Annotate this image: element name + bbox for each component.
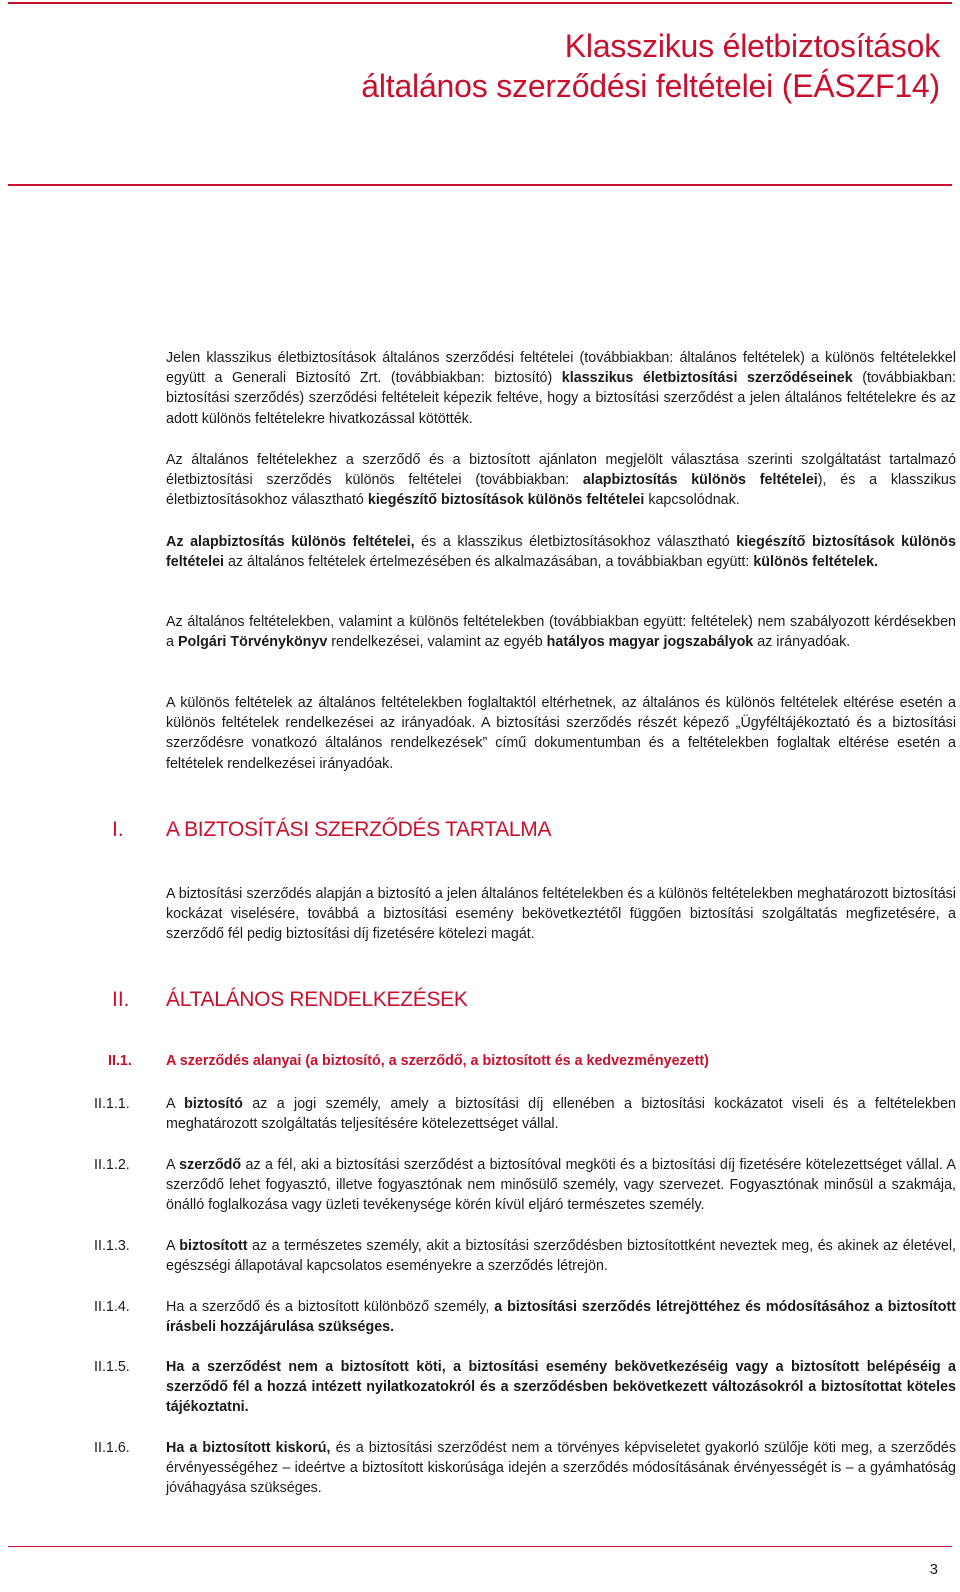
bold-text: Polgári Törvénykönyv bbox=[177, 634, 328, 651]
section-2-title: ÁLTALÁNOS RENDELKEZÉSEK bbox=[166, 988, 468, 1011]
item-number: II.1.2. bbox=[94, 1157, 130, 1173]
intro-paragraph-1: Jelen klasszikus életbiztosítások általános szerződési feltételei (továbbiakban: általános feltételek) a különös feltételekkel együtt a Generali Biztosító Zrt. (továbbiakban: biztosító) klasszikus életbiztosítási szerződéseinek (továbbiakban: biztosítási szerződés) szerződési feltételeit képezik feltéve, hogy a biztosítási szerződést a jelen általános feltételekre és az adott különös feltételekre hivatkozással kötötték. bbox=[166, 350, 956, 427]
item-number: II.1.3. bbox=[94, 1238, 130, 1254]
bold-text: kiegészítő biztosítások különös feltételei bbox=[367, 492, 645, 509]
item-number: II.1.6. bbox=[94, 1440, 130, 1456]
item-text: Ha a szerződő és a biztosított különböző személy, a biztosítási szerződés létrejöttéhez és módosításához a biztosított írásbeli hozzájárulása szükséges. bbox=[166, 1299, 956, 1336]
item-text bbox=[166, 1357, 956, 1418]
item-number: II.1.1. bbox=[94, 1096, 130, 1112]
item-number: II.1.5. bbox=[94, 1359, 130, 1375]
intro-paragraph-3: Az alapbiztosítás különös feltételei, és a klasszikus életbiztosításokhoz választható kiegészítő biztosítások különös feltételei az általános feltételek értelmezésében és alkalmazásában, a továbbiakban együtt: különös feltételek. bbox=[166, 534, 956, 571]
bold-text: Az alapbiztosítás különös feltételei, bbox=[166, 534, 415, 550]
header-rule bbox=[8, 184, 952, 186]
item-text: Ha a biztosított kiskorú, és a biztosítási szerződést nem a törvényes képviseletet gyakorló szülője köti meg, a szerződés érvényességéhez – ideértve a biztosított kiskorúsága idején a szerződés módosításának érvényességét is – a gyámhatóság jóváhagyása szükséges. bbox=[166, 1440, 956, 1497]
bold-text: különös feltételek. bbox=[753, 554, 879, 571]
section-1-title: A BIZTOSÍTÁSI SZERZŐDÉS TARTALMA bbox=[166, 818, 552, 841]
bold-text: alapbiztosítás különös feltételei bbox=[582, 472, 818, 489]
bold-text: klasszikus életbiztosítási szerződéseinek bbox=[561, 370, 853, 387]
bold-text: a biztosítási szerződés létrejöttéhez és módosításához a biztosított írásbeli hozzájárulása szükséges. bbox=[166, 1299, 956, 1336]
bold-text: hatályos magyar jogszabályok bbox=[546, 634, 754, 651]
bold-text: biztosító bbox=[184, 1096, 243, 1112]
title-line-2: általános szerződési feltételei (EÁSZF14) bbox=[361, 68, 940, 104]
item-text: A biztosító az a jogi személy, amely a biztosítási díj ellenében a biztosítási kockázatot viseli és a feltételekben meghatározott szolgáltatás teljesítésére kötelezettséget vállal. bbox=[166, 1096, 956, 1133]
page-number: 3 bbox=[929, 1561, 938, 1578]
bold-text: biztosított bbox=[179, 1238, 248, 1254]
bold-text: kiegészítő biztosítások különös feltételei bbox=[166, 534, 956, 571]
bold-text: Ha a szerződést nem a biztosított köti, a biztosítási esemény bekövetkezéséig vagy a biztosított belépéséig a szerződő fél a hozzá intézett nyilatkozatokról és a szerződésben bekövetkezett változásokról a biztosítottat köteles tájékoztatni. bbox=[166, 1359, 956, 1416]
bold-text: Ha a biztosított kiskorú, bbox=[166, 1440, 331, 1456]
section-1-text: A biztosítási szerződés alapján a biztosító a jelen általános feltételekben és a különös feltételekben meghatározott biztosítási kockázat viselésére, továbbá a biztosítási esemény bekövetkeztétől függően biztosítási szolgáltatás megfizetésére, a szerződő fél pedig biztosítási díj fizetésére kötelezi magát. bbox=[166, 886, 956, 943]
footer-rule bbox=[8, 1546, 952, 1547]
subsection-title: A szerződés alanyai (a biztosító, a szerződő, a biztosított és a kedvezményezett) bbox=[166, 1053, 709, 1069]
intro-paragraph-5: A különös feltételek az általános feltételekben foglaltaktól eltérhetnek, az általános és különös feltételek eltérése esetén a különös feltételek rendelkezései az irányadóak. A biztosítási szerződés részét képező „Ügyféltájékoztató és a biztosítási szerződésre vonatkozó általános rendelkezések” című dokumentumban és a feltételekben foglaltak eltérése esetén a feltételek rendelkezései irányadóak. bbox=[166, 695, 956, 772]
item-text: A biztosított az a természetes személy, akit a biztosítási szerződésben biztosítottként neveztek meg, és akinek az életével, egészségi állapotával kapcsolatos eseményekre a szerződés létrejön. bbox=[166, 1238, 956, 1275]
intro-paragraph-4: Az általános feltételekben, valamint a különös feltételekben (továbbiakban együtt: feltételek) nem szabályozott kérdésekben a Polgári Törvénykönyv rendelkezései, valamint az egyéb hatályos magyar jogszabályok az irányadóak. bbox=[166, 614, 956, 651]
subsection-number: II.1. bbox=[108, 1053, 132, 1069]
document-title bbox=[361, 26, 940, 106]
section-2-number: II. bbox=[112, 988, 130, 1011]
item-text: A szerződő az a fél, aki a biztosítási szerződést a biztosítóval megköti és a biztosítási díj fizetésére kötelezettséget vállal. A szerződő lehet fogyasztó, illetve fogyasztónak nem minősülő személy, vagy szervezet. Fogyasztónak minősül a szakmája, önálló foglalkozása vagy üzleti tevékenysége körén kívül eljáró természetes személy. bbox=[166, 1157, 956, 1214]
bold-text: szerződő bbox=[179, 1157, 242, 1173]
title-line-1: Klasszikus életbiztosítások bbox=[564, 28, 940, 64]
item-number: II.1.4. bbox=[94, 1299, 130, 1315]
intro-paragraph-2: Az általános feltételekhez a szerződő és a biztosított ajánlaton megjelölt választása szerinti szolgáltatást tartalmazó életbiztosítási szerződés különös feltételei (továbbiakban: alapbiztosítás különös feltételei), és a klasszikus életbiztosításokhoz választható kiegészítő biztosítások különös feltételei kapcsolódnak. bbox=[166, 452, 956, 509]
section-1-number: I. bbox=[112, 818, 124, 841]
top-rule bbox=[8, 2, 952, 4]
